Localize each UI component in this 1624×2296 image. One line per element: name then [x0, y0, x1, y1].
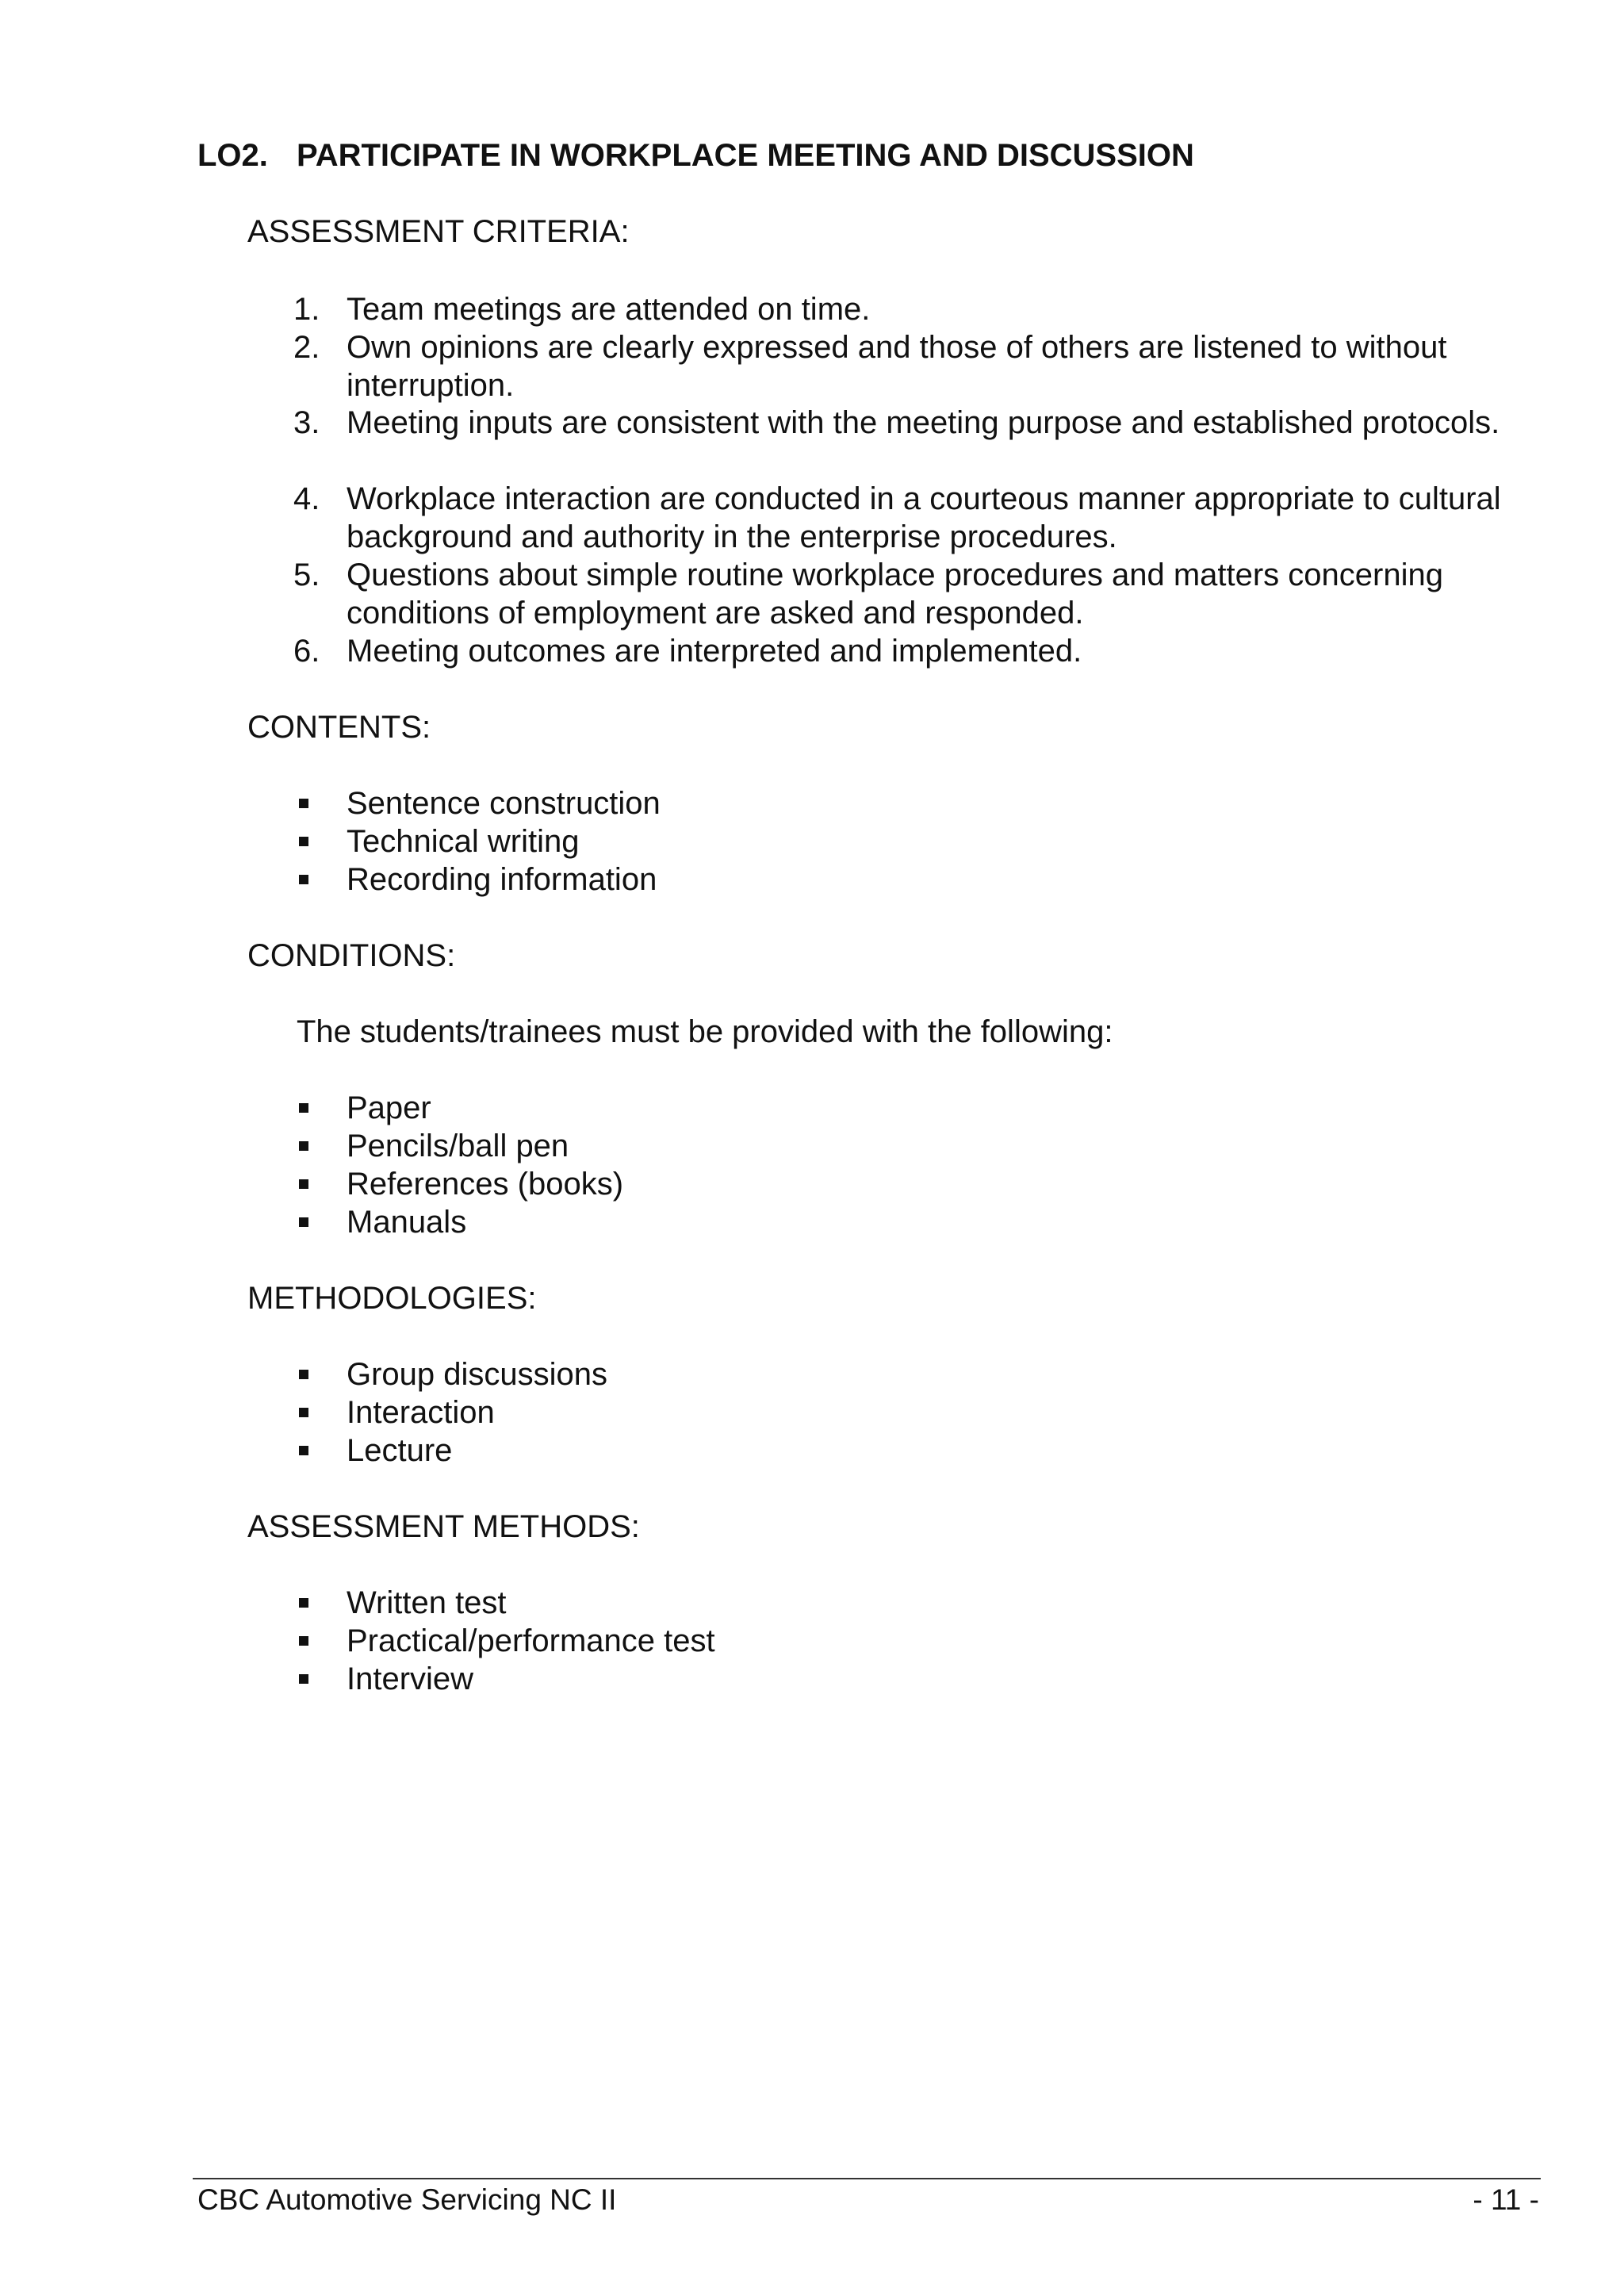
list-item-text: Pencils/ball pen [347, 1129, 569, 1163]
list-item-text: Interview [347, 1662, 474, 1696]
criteria-number: 3. [293, 405, 320, 440]
square-bullet-icon [299, 1103, 308, 1113]
list-item-text: Lecture [347, 1433, 453, 1468]
page-title [197, 136, 1194, 174]
list-item [0, 1660, 1624, 1698]
square-bullet-icon [299, 1217, 308, 1227]
square-bullet-icon [299, 1408, 308, 1417]
footer-divider [193, 2178, 1541, 2179]
criteria-number: 4. [293, 481, 320, 516]
list-item-text: References (books) [347, 1167, 624, 1202]
conditions-intro: The students/trainees must be provided with the following: [297, 1014, 1113, 1049]
list-item-text: Paper [347, 1091, 431, 1125]
square-bullet-icon [299, 1636, 308, 1646]
list-item [0, 1355, 1624, 1393]
contents-heading: CONTENTS: [247, 710, 431, 745]
square-bullet-icon [299, 1179, 308, 1189]
methodologies-heading: METHODOLOGIES: [247, 1281, 537, 1316]
list-item [0, 861, 1624, 899]
list-item-text: Interaction [347, 1395, 495, 1430]
list-item-text: Manuals [347, 1205, 467, 1240]
criteria-text: Workplace interaction are conducted in a courteous manner appropriate to cultural background and authority in the enterprise procedures. [347, 481, 1501, 554]
assessment-methods-heading: ASSESSMENT METHODS: [247, 1509, 640, 1544]
assessment-criteria-heading: ASSESSMENT CRITERIA: [247, 214, 630, 249]
square-bullet-icon [299, 799, 308, 808]
list-item [0, 822, 1624, 861]
list-item-text: Written test [347, 1585, 507, 1620]
criteria-number: 1. [293, 292, 320, 327]
criteria-text: Own opinions are clearly expressed and those of others are listened to without interruption. [347, 330, 1447, 403]
criteria-text: Team meetings are attended on time. [347, 292, 871, 327]
list-item [0, 1622, 1624, 1660]
conditions-heading: CONDITIONS: [247, 938, 456, 973]
criteria-number: 6. [293, 634, 320, 669]
square-bullet-icon [299, 1674, 308, 1684]
square-bullet-icon [299, 875, 308, 884]
criteria-number: 2. [293, 330, 320, 365]
criteria-text: Meeting outcomes are interpreted and implemented. [347, 634, 1082, 669]
page-number: - 11 - [1473, 2183, 1539, 2216]
square-bullet-icon [299, 1141, 308, 1151]
list-item-text: Practical/performance test [347, 1623, 715, 1658]
list-item-text: Group discussions [347, 1357, 608, 1392]
criteria-number: 5. [293, 558, 320, 592]
list-item [0, 1393, 1624, 1432]
criteria-text: Meeting inputs are consistent with the meeting purpose and established protocols. [347, 405, 1500, 440]
learning-outcome-code: LO2. [197, 138, 268, 173]
square-bullet-icon [299, 1446, 308, 1455]
list-item [0, 1203, 1624, 1241]
square-bullet-icon [299, 837, 308, 846]
footer-document-title: CBC Automotive Servicing NC II [197, 2183, 617, 2216]
list-item [0, 1089, 1624, 1127]
list-item [0, 1584, 1624, 1622]
list-item [0, 1432, 1624, 1470]
list-item-text: Recording information [347, 862, 657, 897]
criteria-text: Questions about simple routine workplace procedures and matters concerning conditions of employment are asked and responded. [347, 558, 1443, 631]
list-item-text: Technical writing [347, 824, 580, 859]
learning-outcome-title: PARTICIPATE IN WORKPLACE MEETING AND DISCUSSION [297, 138, 1194, 173]
square-bullet-icon [299, 1598, 308, 1608]
list-item [0, 1127, 1624, 1165]
list-item [0, 784, 1624, 822]
list-item-text: Sentence construction [347, 786, 661, 821]
list-item [0, 1165, 1624, 1203]
square-bullet-icon [299, 1370, 308, 1379]
